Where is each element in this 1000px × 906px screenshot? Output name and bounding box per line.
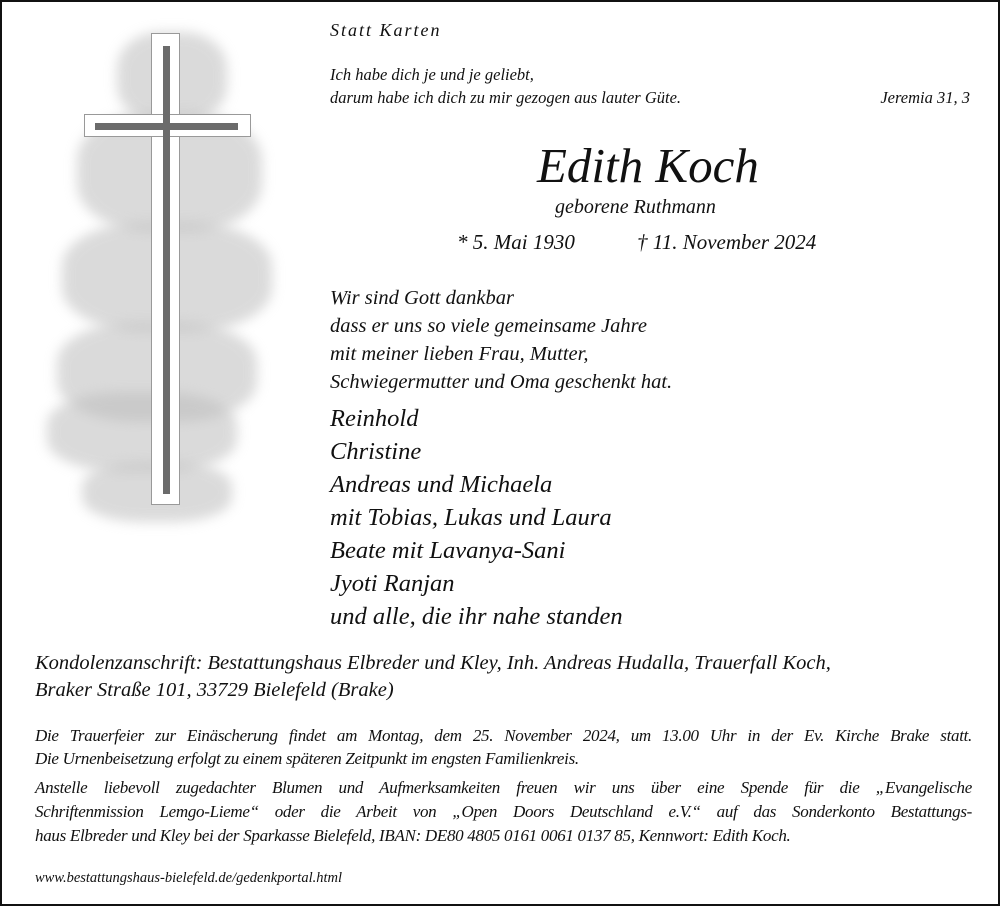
header-statt-karten: Statt Karten <box>330 20 442 40</box>
maiden-name: geborene Ruthmann <box>555 196 716 218</box>
quote-reference: Jeremia 31, 3 <box>880 88 970 107</box>
birth-date: * 5. Mai 1930 <box>457 230 575 254</box>
quote-line: darum habe ich dich zu mir gezogen aus lauter Güte. <box>330 88 682 107</box>
donation-text: haus Elbreder und Kley bei der Sparkasse Bielefeld, IBAN: DE80 4805 0161 0061 0137 85, Kennwort: Edith Koch. <box>35 826 791 845</box>
mourner: Reinhold <box>330 405 419 432</box>
mourner: und alle, die ihr nahe standen <box>330 603 623 630</box>
death-date: † 11. November 2024 <box>637 230 817 254</box>
ceremony-text: Die Trauerfeier zur Einäscherung findet am Montag, dem 25. November 2024, um 13.00 Uhr in der Ev. Kirche Brake statt. <box>35 726 972 745</box>
donation-text: Schriftenmission Lemgo-Lieme“ oder die Arbeit von „Open Doors Deutschland e.V.“ auf das Sonderkonto Bestattungs- <box>35 802 972 821</box>
poem-line: Schwiegermutter und Oma geschenkt hat. <box>330 371 673 393</box>
footer-url: www.bestattungshaus-bielefeld.de/gedenkportal.html <box>35 870 343 886</box>
mourner: Beate mit Lavanya-Sani <box>330 537 566 564</box>
donation-text: Anstelle liebevoll zugedachter Blumen und Aufmerksamkeiten freuen wir uns über eine Spende für die „Evangelische <box>35 778 972 797</box>
mourner: Jyoti Ranjan <box>330 570 455 597</box>
condolence-address: Braker Straße 101, 33729 Bielefeld (Brake) <box>35 679 394 701</box>
cross-line-vertical <box>163 46 170 494</box>
deceased-name: Edith Koch <box>537 138 759 193</box>
mourner: mit Tobias, Lukas und Laura <box>330 504 612 531</box>
quote-line: Ich habe dich je und je geliebt, <box>330 65 534 84</box>
condolence-address: Kondolenzanschrift: Bestattungshaus Elbreder und Kley, Inh. Andreas Hudalla, Trauerfall Koch, <box>35 652 831 674</box>
mourner: Christine <box>330 438 422 465</box>
cross-line-horizontal <box>95 123 238 130</box>
mourner: Andreas und Michaela <box>330 471 553 498</box>
ceremony-text: Die Urnenbeisetzung erfolgt zu einem späteren Zeitpunkt im engsten Familienkreis. <box>35 749 579 768</box>
poem-line: mit meiner lieben Frau, Mutter, <box>330 343 589 365</box>
poem-line: Wir sind Gott dankbar <box>330 287 514 309</box>
poem-line: dass er uns so viele gemeinsame Jahre <box>330 315 647 337</box>
